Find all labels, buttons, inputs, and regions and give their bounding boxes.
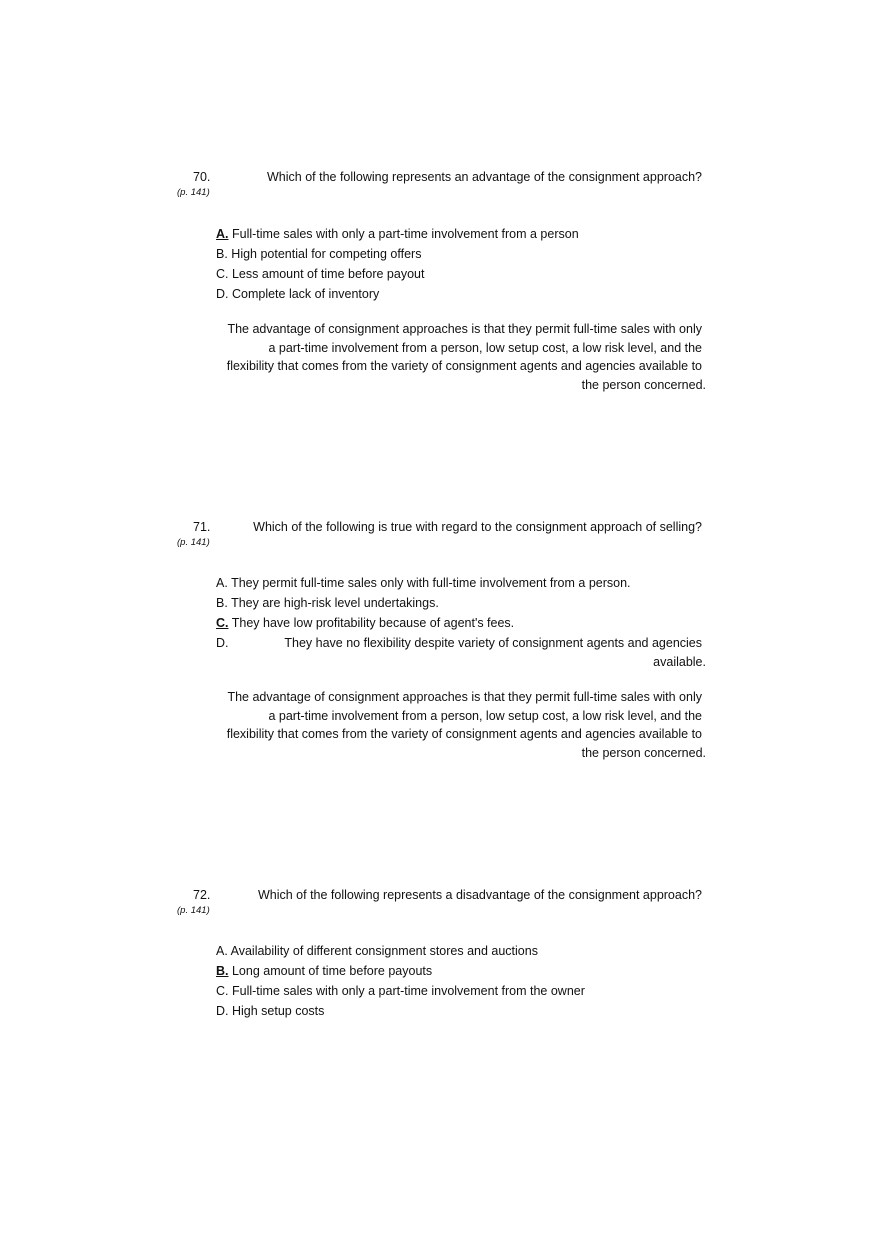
option-b xyxy=(216,961,706,981)
option-a xyxy=(216,941,706,961)
option-text: They have low profitability because of agent's fees. xyxy=(231,616,515,630)
option-text: High potential for competing offers xyxy=(231,247,422,261)
option-text: They have no flexibility despite variety of consignment agents and agencies xyxy=(284,636,702,650)
option-letter: A. xyxy=(216,944,228,958)
page-reference: (p. 141) xyxy=(177,187,210,198)
option-b xyxy=(216,244,706,264)
option-letter: B. xyxy=(216,247,228,261)
explanation-line: The advantage of consignment approaches is that they permit full-time sales with only xyxy=(227,690,702,704)
question-text: Which of the following is true with regard to the consignment approach of selling? xyxy=(253,520,702,534)
option-letter: D. xyxy=(216,636,229,650)
option-text: Complete lack of inventory xyxy=(231,287,380,301)
explanation-line: a part-time involvement from a person, low setup cost, a low risk level, and the xyxy=(268,708,702,723)
question-text: Which of the following represents a disadvantage of the consignment approach? xyxy=(257,888,702,902)
question-number: 72. xyxy=(193,888,211,902)
explanation-line: flexibility that comes from the variety of consignment agents and agencies available to xyxy=(226,359,702,373)
option-b xyxy=(216,593,706,613)
option-letter: B. xyxy=(216,596,228,610)
explanation-line: flexibility that comes from the variety of consignment agents and agencies available to xyxy=(226,727,702,741)
option-letter: A. xyxy=(216,576,228,590)
option-d xyxy=(216,1001,706,1021)
explanation-71 xyxy=(214,688,706,762)
option-text: They permit full-time sales only with full-time involvement from a person. xyxy=(231,576,631,590)
question-number: 70. xyxy=(193,170,211,184)
option-c xyxy=(216,264,706,284)
option-c xyxy=(216,981,706,1001)
explanation-line: The advantage of consignment approaches is that they permit full-time sales with only xyxy=(227,322,702,336)
option-text: Long amount of time before payouts xyxy=(231,964,433,978)
explanation-line: the person concerned. xyxy=(581,377,706,392)
option-text: Full-time sales with only a part-time involvement from a person xyxy=(231,227,579,241)
answer-options-71 xyxy=(216,573,706,673)
option-a xyxy=(216,224,706,244)
option-text: Full-time sales with only a part-time involvement from the owner xyxy=(231,984,585,998)
question-text: Which of the following represents an advantage of the consignment approach? xyxy=(267,170,702,184)
answer-options-70 xyxy=(216,224,706,304)
question-number: 71. xyxy=(193,520,211,534)
option-text: Availability of different consignment stores and auctions xyxy=(230,944,538,958)
explanation-line: a part-time involvement from a person, low setup cost, a low risk level, and the xyxy=(268,340,702,355)
option-text: Less amount of time before payout xyxy=(231,267,425,281)
option-letter: D. xyxy=(216,287,229,301)
option-letter: C. xyxy=(216,984,229,998)
answer-options-72 xyxy=(216,941,706,1021)
option-letter-correct: A. xyxy=(216,227,229,241)
option-letter: C. xyxy=(216,267,229,281)
page-reference: (p. 141) xyxy=(177,537,210,548)
option-letter: D. xyxy=(216,1004,229,1018)
option-text: High setup costs xyxy=(231,1004,325,1018)
explanation-line: the person concerned. xyxy=(581,745,706,760)
option-d xyxy=(216,633,706,673)
page-reference: (p. 141) xyxy=(177,905,210,916)
explanation-70 xyxy=(214,320,706,394)
option-text: They are high-risk level undertakings. xyxy=(231,596,439,610)
option-a xyxy=(216,573,706,593)
option-text-continued: available. xyxy=(653,655,706,669)
option-letter-correct: C. xyxy=(216,616,229,630)
option-letter-correct: B. xyxy=(216,964,229,978)
option-d xyxy=(216,284,706,304)
option-c xyxy=(216,613,706,633)
